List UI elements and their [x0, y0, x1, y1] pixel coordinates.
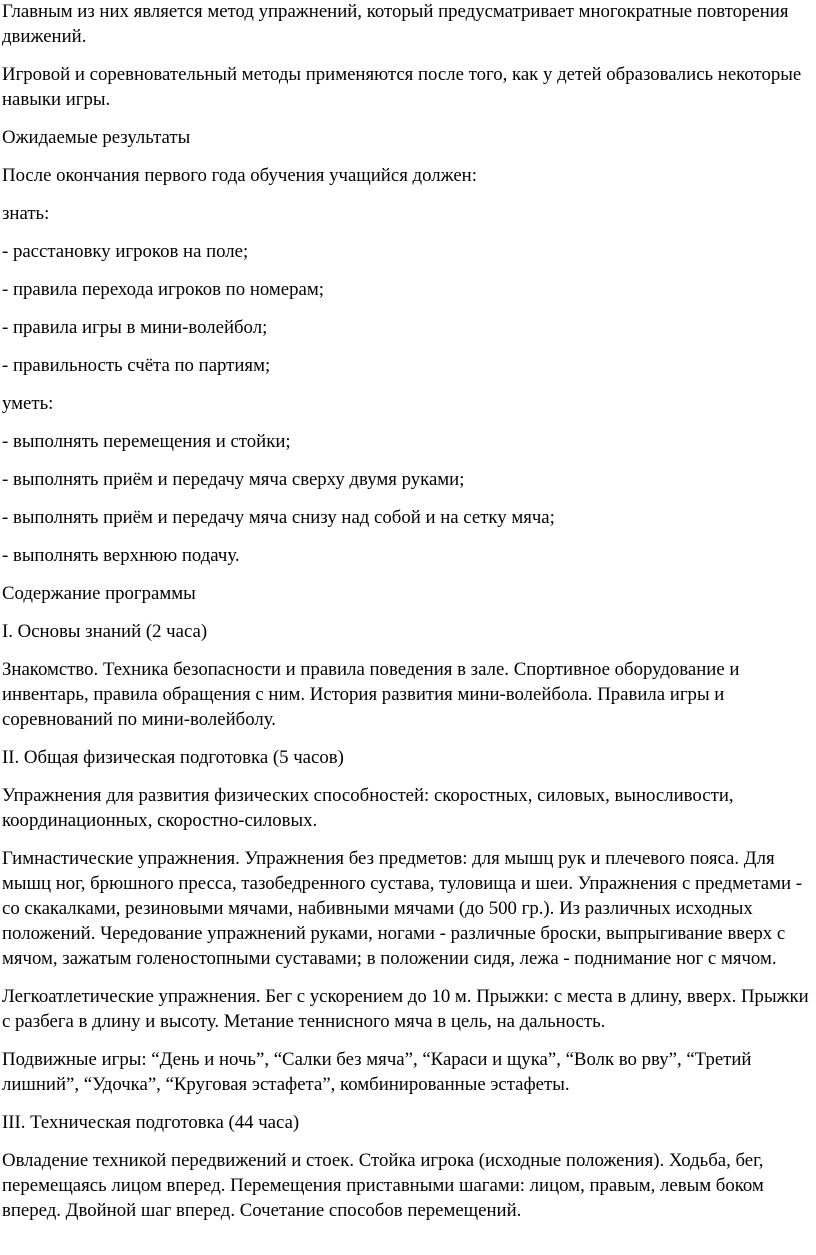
- heading-expected-results: Ожидаемые результаты: [2, 127, 191, 148]
- paragraph-outdoor-games: Подвижные игры: “День и ночь”, “Салки без мяча”, “Караси и щука”, “Волк во рву”, “Третий лишний”, “Удочка”, “Круговая эстафета”, комбинированные эстафеты.: [2, 1049, 752, 1095]
- list-item: - выполнять верхнюю подачу.: [2, 545, 240, 566]
- section-heading-basics: I. Основы знаний (2 часа): [2, 621, 208, 642]
- paragraph-exercise-method: Главным из них является метод упражнений, который предусматривает многократные повторения движений.: [2, 1, 789, 47]
- paragraph-physical-abilities: Упражнения для развития физических способностей: скоростных, силовых, выносливости, координационных, скоростно-силовых.: [2, 785, 734, 831]
- list-item: - выполнять перемещения и стойки;: [2, 431, 291, 452]
- document-body: [2, 0, 814, 1236]
- list-item: - правильность счёта по партиям;: [2, 355, 271, 376]
- list-item: - правила игры в мини-волейбол;: [2, 317, 268, 338]
- list-item: - правила перехода игроков по номерам;: [2, 279, 324, 300]
- list-item: - расстановку игроков на поле;: [2, 241, 249, 262]
- paragraph-athletics: Легкоатлетические упражнения. Бег с ускорением до 10 м. Прыжки: с места в длину, вверх. Прыжки с разбега в длину и высоту. Метание теннисного мяча в цель, на дальность.: [2, 986, 809, 1032]
- list-item: - выполнять приём и передачу мяча снизу над собой и на сетку мяча;: [2, 507, 555, 528]
- section-heading-technical-training: III. Техническая подготовка (44 часа): [2, 1112, 300, 1133]
- heading-program-content: Содержание программы: [2, 583, 196, 604]
- list-item: - выполнять приём и передачу мяча сверху двумя руками;: [2, 469, 465, 490]
- paragraph-first-year: После окончания первого года обучения учащийся должен:: [2, 165, 477, 186]
- paragraph-movement-technique: Овладение техникой передвижений и стоек. Стойка игрока (исходные положения). Ходьба, бег, перемещаясь лицом вперед. Перемещения приставными шагами: лицом, правым, левым боком вперед. Двойной шаг вперед. Сочетание способов перемещений.: [2, 1150, 764, 1221]
- section-heading-physical-training: II. Общая физическая подготовка (5 часов): [2, 747, 344, 768]
- paragraph-game-methods: Игровой и соревновательный методы применяются после того, как у детей образовались некоторые навыки игры.: [2, 64, 802, 110]
- paragraph-introduction: Знакомство. Техника безопасности и правила поведения в зале. Спортивное оборудование и инвентарь, правила обращения с ним. История развития мини-волейбола. Правила игры и соревнований по мини-волейболу.: [2, 659, 740, 730]
- label-know: знать:: [2, 203, 50, 224]
- paragraph-gymnastics: Гимнастические упражнения. Упражнения без предметов: для мышц рук и плечевого пояса. Для мышц ног, брюшного пресса, тазобедренного сустава, туловища и шеи. Упражнения с предметами - со скакалками, резиновыми мячами, набивными мячами (до 500 гр.). Из различных исходных положений. Чередование упражнений руками, ногами - различные броски, выпрыгивание вверх с мячом, зажатым голеностопными суставами; в положении сидя, лежа - поднимание ног с мячом.: [2, 848, 803, 969]
- label-be-able: уметь:: [2, 393, 54, 414]
